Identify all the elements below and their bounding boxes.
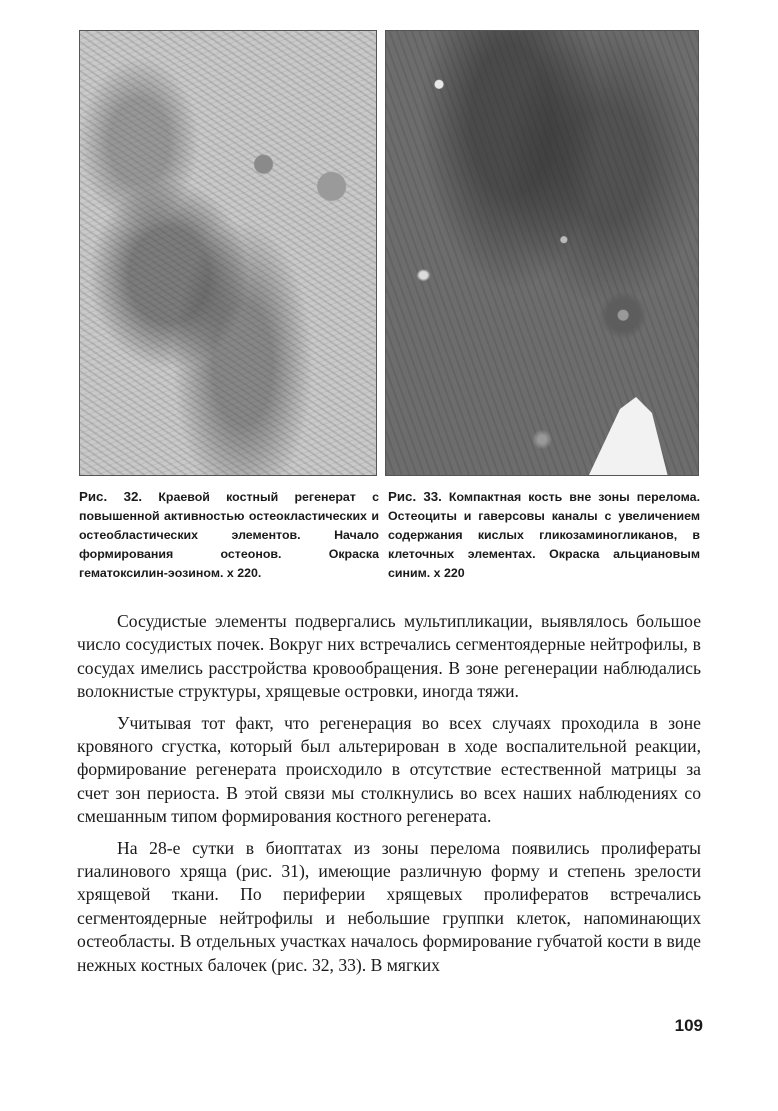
figure-33-caption [388,487,700,583]
paragraph-1: Сосудистые элементы подвергались мультипликации, выявлялось большое число сосудистых почек. Вокруг них встречались сегментоядерные нейтрофилы, в сосудах имелись расстройства кровообращения. В зоне регенерации наблюдались волокнистые структуры, хрящевые островки, иногда тяжи. [77,611,701,702]
figure-33-image [385,30,699,476]
figure-33-caption-text: Компактная кость вне зоны перелома. Остеоциты и гаверсовы каналы с увеличением содержания кислых гликозаминогликанов, в клеточных элементах. Окраска альциановым синим. х 220 [388,490,701,580]
page-number: 109 [674,1016,703,1035]
micrograph-cavity [588,397,668,476]
paragraph-2: Учитывая тот факт, что регенерация во всех случаях проходила в зоне кровяного сгустка, который был альтерирован в ходе воспалительной реакции, формирование регенерата происходило в отсутствие естественной матрицы за счет зон периоста. В этой связи мы столкнулись во всех наших наблюдениях со смешанным типом формирования костного регенерата. [77,712,701,827]
figure-32-caption-text: Краевой костный регенерат с повышенной активностью остеокластических и остеобластических элементов. Начало формирования остеонов. Окраска гематоксилин-эозином. х 220. [79,490,379,580]
micrograph-compact-bone [386,31,698,475]
figure-32-caption [79,487,379,583]
figure-32-image [79,30,377,476]
paragraph-3: На 28-е сутки в биоптатах из зоны перелома появились пролифераты гиалинового хряща (рис. 31), имеющие различную форму и степень зрелости хрящевой ткани. По периферии хрящевых пролифератов встречались сегментоядерные нейтрофилы и небольшие группки клеток, напоминающих остеобласты. В отдельных участках началось формирование губчатой кости в виде нежных костных балочек (рис. 32, 33). В мягких [77,837,701,975]
body-text [77,610,701,985]
figure-32-label: Рис. 32. [79,489,143,504]
micrograph-regenerate [80,31,376,475]
figure-33-label: Рис. 33. [388,489,442,504]
